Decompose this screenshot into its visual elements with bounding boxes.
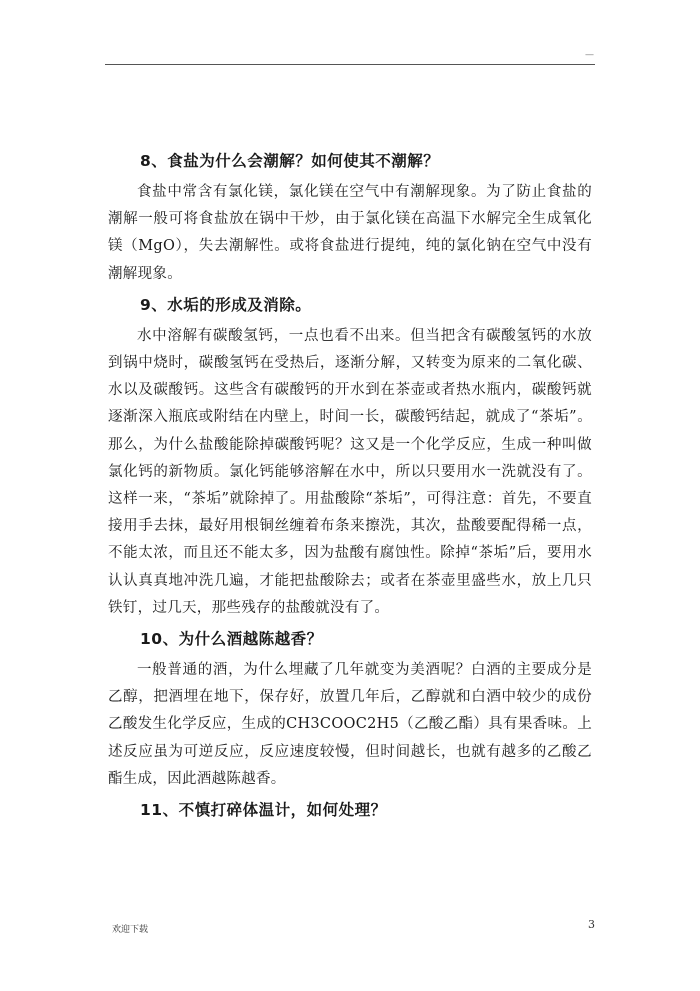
section-heading-10: 10、为什么酒越陈越香？ [140, 630, 323, 649]
header-text: — [585, 50, 594, 60]
section-heading-11: 11、不慎打碎体温计，如何处理？ [140, 801, 387, 820]
section-heading-9: 9、水垢的形成及消除。 [140, 295, 312, 314]
page-number: 3 [588, 918, 595, 931]
section-body-9: 水中溶解有碳酸氢钙，一点也看不出来。但当把含有碳酸氢钙的水放到锅中烧时，碳酸氢钙在受热后，逐渐分解，又转变为原来的二氧化碳、水以及碳酸钙。这些含有碳酸钙的开水到在茶壶或者热水瓶内，碳酸钙就逐渐深入瓶底或附结在内壁上，时间一长，碳酸钙结起，就成了“茶垢”。那么，为什么盐酸能除掉碳酸钙呢？这又是一个化学反应，生成一种叫做氯化钙的新物质。氯化钙能够溶解在水中，所以只要用水一洗就没有了。这样一来，“茶垢”就除掉了。用盐酸除“茶垢”，可得注意：首先，不要直接用手去抹，最好用根铜丝缠着布条来擦洗，其次，盐酸要配得稀一点，不能太浓，而且还不能太多，因为盐酸有腐蚀性。除掉“茶垢”后，要用水认认真真地冲洗几遍，才能把盐酸除去；或者在茶壶里盛些水，放上几只铁钉，过几天，那些残存的盐酸就没有了。 [108, 327, 592, 616]
section-body-10: 一般普通的酒，为什么埋藏了几年就变为美酒呢？白酒的主要成分是乙醇，把酒埋在地下，保存好，放置几年后，乙醇就和白酒中较少的成份乙酸发生化学反应，生成的CH3COOC2H5（乙酸乙酯）具有果香味。上述反应虽为可逆反应，反应速度较慢，但时间越长，也就有越多的乙酸乙酯生成，因此酒越陈越香。 [108, 662, 592, 787]
document-body [108, 148, 592, 824]
footer-text: 欢迎下载 [112, 925, 149, 935]
header-rule [105, 64, 595, 65]
section-heading-8: 8、食盐为什么会潮解？如何使其不潮解？ [140, 152, 440, 170]
section-body-8: 食盐中常含有氯化镁，氯化镁在空气中有潮解现象。为了防止食盐的潮解一般可将食盐放在锅中干炒，由于氯化镁在高温下水解完全生成氧化镁（MgO），失去潮解性。或将食盐进行提纯，纯的氯化钠在空气中没有潮解现象。 [108, 184, 592, 282]
